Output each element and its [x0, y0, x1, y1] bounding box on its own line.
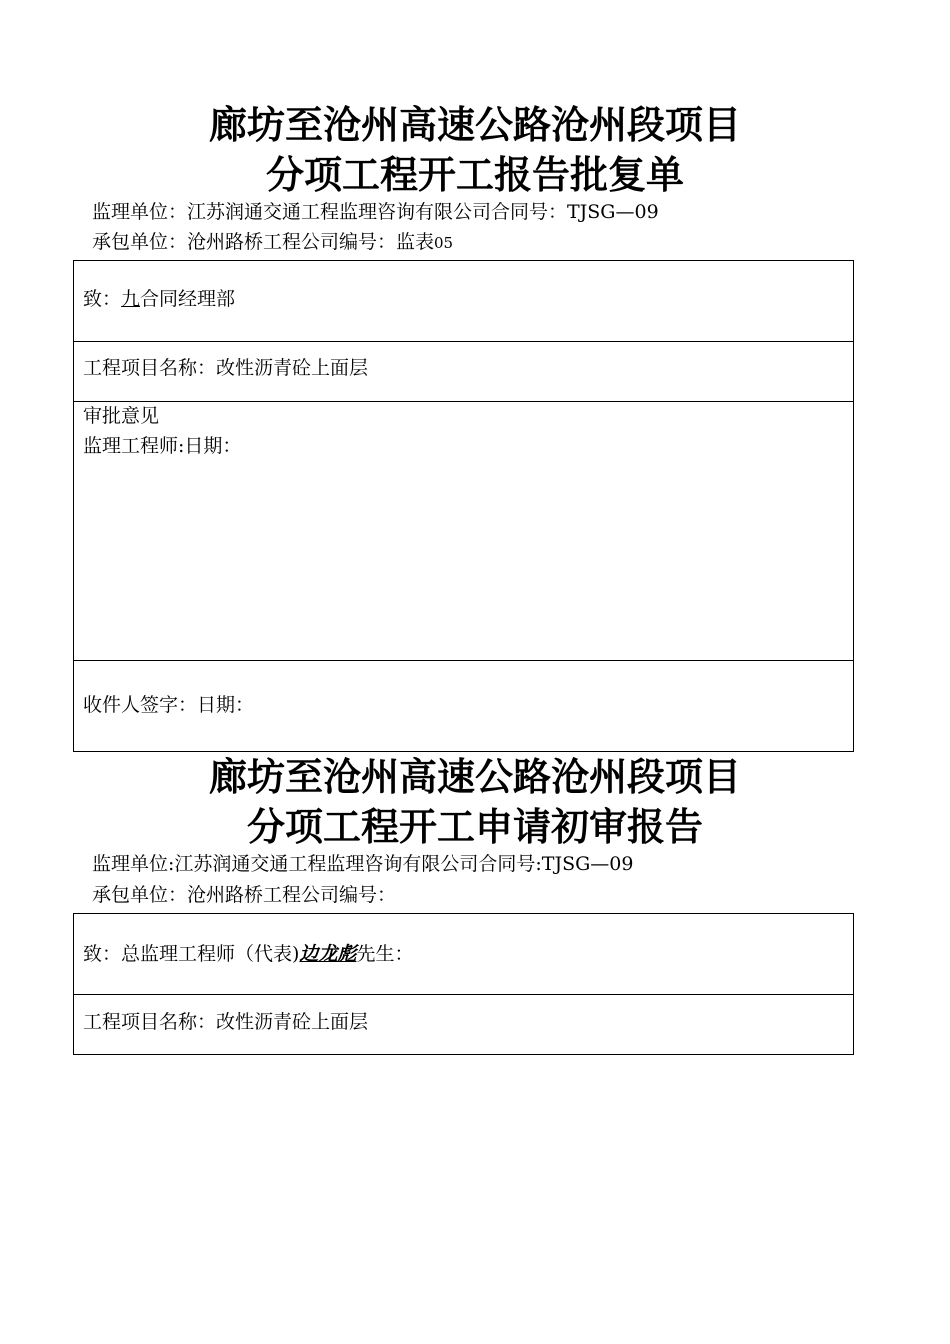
form1-to-row: [74, 261, 853, 341]
form1-to-prefix: 致：: [83, 288, 122, 310]
form1-engineer-date: 监理工程师:日期：: [83, 435, 242, 457]
form2-to-name: 边龙彪: [299, 943, 357, 965]
form1-to-underlined: 九: [121, 288, 141, 310]
form2-table: [73, 913, 854, 1055]
form2-project-row: [74, 994, 853, 1055]
form1-to-suffix: 合同经理部: [140, 288, 236, 310]
form1-project-name: 工程项目名称：改性沥青砼上面层: [83, 357, 369, 379]
form2-to-prefix: 致：总监理工程师（代表): [83, 943, 300, 965]
form1-supervisor-line: 监理单位：江苏润通交通工程监理咨询有限公司合同号：TJSG—09: [92, 201, 659, 223]
form1-title-line2: 分项工程开工报告批复单: [265, 153, 684, 197]
form1-receiver-date: 收件人签字：日期：: [83, 694, 255, 716]
form2-to-text: [83, 941, 413, 967]
form2-title-line1: 廊坊至沧州高速公路沧州段项目: [208, 755, 741, 799]
form2-to-row: [74, 914, 853, 994]
form1-to-text: [83, 286, 235, 312]
form1-approval-opinion: 审批意见: [83, 405, 160, 427]
form2-contractor-line: 承包单位：沧州路桥工程公司编号：: [92, 884, 397, 906]
form1-contractor-main: 承包单位：沧州路桥工程公司编号：监表: [92, 231, 435, 253]
form1-contractor-line: [92, 229, 453, 256]
form1-approval-row: [74, 401, 853, 660]
form1-form-code: 05: [434, 234, 454, 252]
form2-title-line2: 分项工程开工申请初审报告: [246, 805, 703, 849]
form1-project-row: [74, 341, 853, 401]
form2-project-name: 工程项目名称：改性沥青砼上面层: [83, 1011, 369, 1033]
form2-supervisor-line: 监理单位:江苏润通交通工程监理咨询有限公司合同号:TJSG—09: [92, 853, 634, 875]
form1-table: [73, 260, 854, 752]
form1-title-line1: 廊坊至沧州高速公路沧州段项目: [208, 103, 741, 147]
form1-receiver-row: [74, 660, 853, 752]
form2-to-suffix: 先生：: [356, 943, 414, 965]
